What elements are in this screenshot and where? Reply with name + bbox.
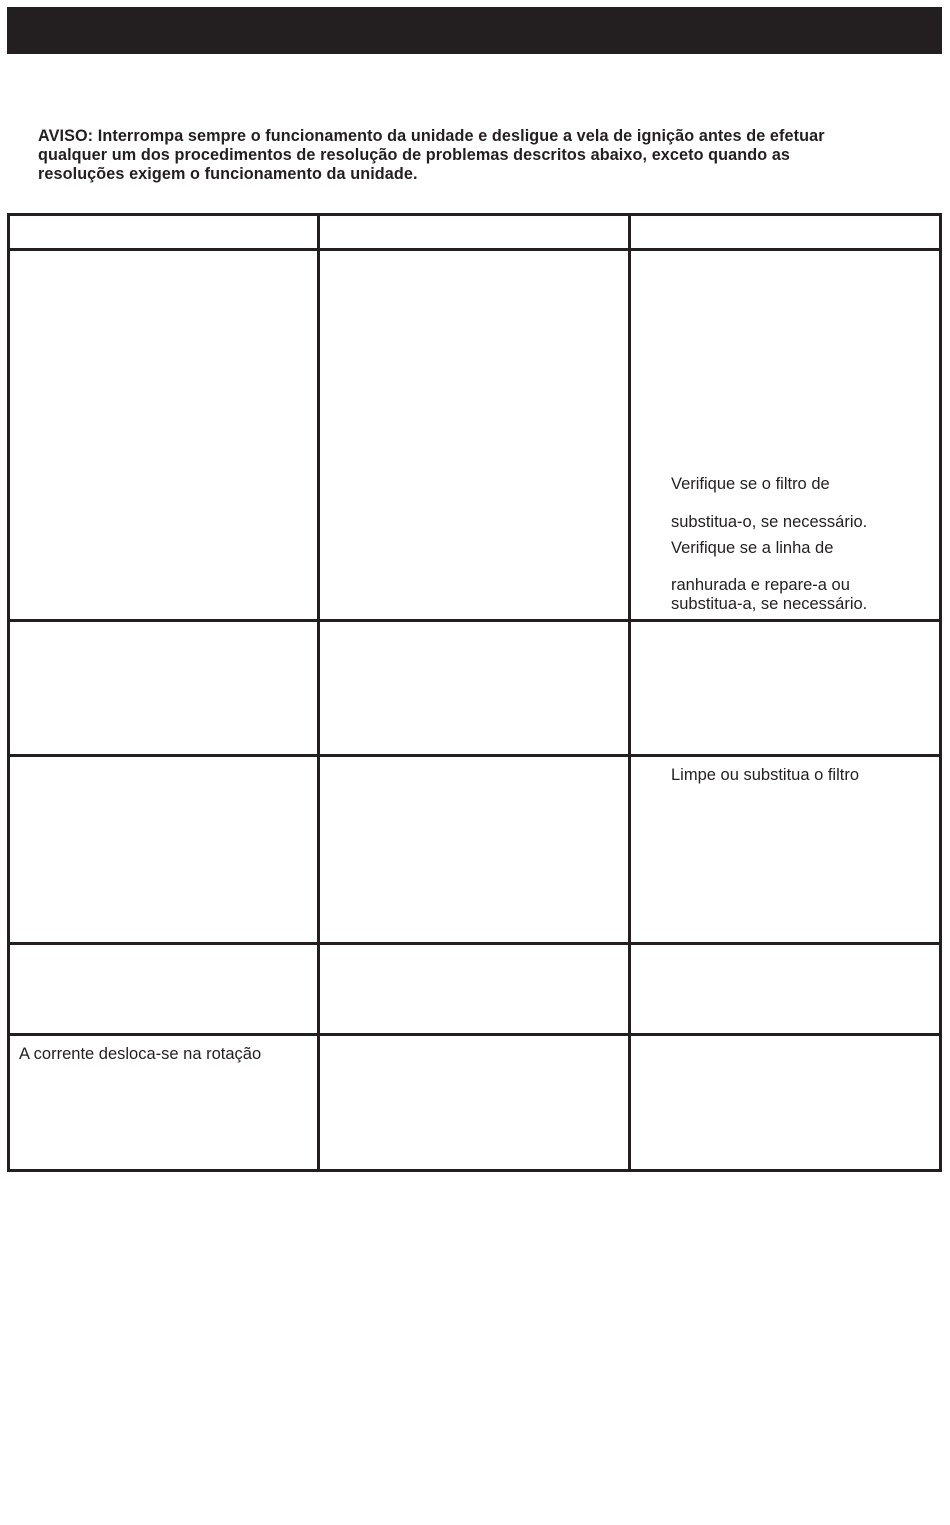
cell-row1-col3-line1: Verifique se o filtro de <box>671 475 830 493</box>
warning-notice <box>38 127 938 184</box>
table-border-right <box>939 213 942 1172</box>
row-divider-2 <box>7 754 942 757</box>
column-divider-2 <box>628 213 631 1172</box>
table-border-bottom <box>7 1169 942 1172</box>
cell-row1-col3-line4: ranhurada e repare-a ou <box>671 576 850 594</box>
warning-line-1: AVISO: Interrompa sempre o funcionamento da unidade e desligue a vela de ignição antes de efetuar <box>38 127 825 145</box>
cell-row1-col3-line2: substitua-o, se necessário. <box>671 513 868 531</box>
troubleshooting-table <box>7 213 942 1172</box>
cell-row1-col3-line3: Verifique se a linha de <box>671 539 834 557</box>
table-border-top <box>7 213 942 216</box>
row-divider-1 <box>7 619 942 622</box>
table-border-left <box>7 213 10 1172</box>
row-divider-3 <box>7 942 942 945</box>
cell-row1-col3-line5: substitua-a, se necessário. <box>671 595 868 613</box>
warning-line-3: resoluções exigem o funcionamento da unidade. <box>38 165 418 183</box>
header-row-divider <box>7 248 942 251</box>
cell-row5-col1-line1: A corrente desloca-se na rotação <box>19 1045 262 1063</box>
cell-row3-col3-line1: Limpe ou substitua o filtro <box>671 766 860 784</box>
warning-line-2: qualquer um dos procedimentos de resolução de problemas descritos abaixo, exceto quando as <box>38 146 791 164</box>
column-divider-1 <box>317 213 320 1172</box>
row-divider-4 <box>7 1033 942 1036</box>
header-bar <box>7 7 942 54</box>
